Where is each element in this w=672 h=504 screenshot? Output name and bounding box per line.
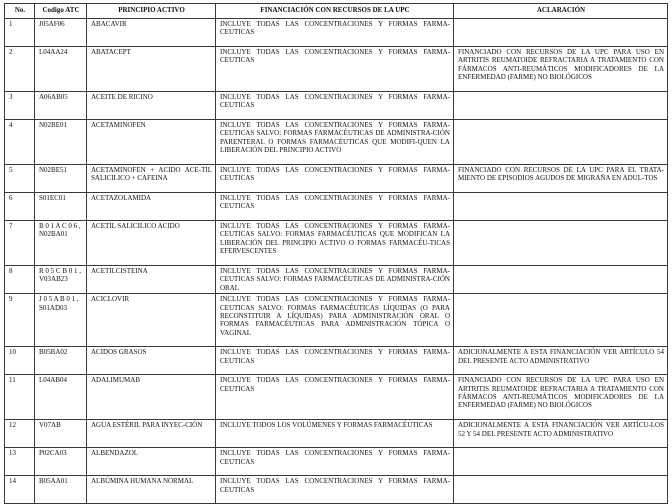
header-clarification: ACLARACIÓN <box>454 4 668 19</box>
row-clarification <box>454 266 668 294</box>
row-active-ingredient: ACICLOVIR <box>87 294 216 347</box>
table-row <box>5 47 668 92</box>
table-row <box>5 476 668 504</box>
row-atc-code: A06AB05 <box>35 92 87 120</box>
row-financing: INCLUYE TODAS LAS CONCENTRACIONES Y FORMAS FARMA-CEUTICAS <box>216 47 454 92</box>
row-atc-code: B 0 1 A C 0 6 , N02BA01 <box>35 221 87 266</box>
row-active-ingredient: ACETILCISTEINA <box>87 266 216 294</box>
row-active-ingredient: ADALIMUMAB <box>87 375 216 420</box>
row-atc-code: R 0 5 C B 0 1 , V03AB23 <box>35 266 87 294</box>
table-row <box>5 420 668 448</box>
row-active-ingredient: ALBÚMINA HUMANA NORMAL <box>87 476 216 504</box>
row-no: 5 <box>5 165 35 193</box>
row-no: 3 <box>5 92 35 120</box>
row-clarification: ADICIONALMENTE A ESTA FINANCIACIÓN VER ARTÍCU-LOS 52 Y 54 DEL PRESENTE ACTO ADMINISTRATIVO <box>454 420 668 448</box>
row-active-ingredient: ACIDOS GRASOS <box>87 347 216 375</box>
row-no: 1 <box>5 19 35 47</box>
row-clarification <box>454 221 668 266</box>
table-row <box>5 375 668 420</box>
row-clarification: FINANCIADO CON RECURSOS DE LA UPC PARA EL TRATA-MIENTO DE EPISODIOS AGUDOS DE MIGRAÑA EN ADUL-TOS <box>454 165 668 193</box>
row-active-ingredient: ALBENDAZOL <box>87 448 216 476</box>
row-financing: INCLUYE TODAS LAS CONCENTRACIONES Y FORMAS FARMA-CEUTICAS <box>216 19 454 47</box>
row-no: 14 <box>5 476 35 504</box>
row-atc-code: L04AB04 <box>35 375 87 420</box>
row-clarification: FINANCIADO CON RECURSOS DE LA UPC PARA USO EN ARTRITIS REUMATOIDE REFRACTARIA A TRATAMIENTO CON FÁRMACOS ANTI-REUMÁTICOS MODIFICADORES DE LA ENFERMEDAD (FARME) NO BIOLÓGICOS <box>454 375 668 420</box>
header-atc-code: Codigo ATC <box>35 4 87 19</box>
row-no: 9 <box>5 294 35 347</box>
row-clarification <box>454 19 668 47</box>
row-atc-code: V07AB <box>35 420 87 448</box>
row-clarification <box>454 476 668 504</box>
header-financing: FINANCIACIÓN CON RECURSOS DE LA UPC <box>216 4 454 19</box>
row-clarification <box>454 92 668 120</box>
header-no: No. <box>5 4 35 19</box>
table-row <box>5 347 668 375</box>
row-atc-code: B05AA01 <box>35 476 87 504</box>
row-clarification <box>454 193 668 221</box>
row-atc-code: S01EC01 <box>35 193 87 221</box>
row-atc-code: N02BE01 <box>35 120 87 165</box>
row-financing: INCLUYE TODAS LAS CONCENTRACIONES Y FORMAS FARMA-CEUTICAS <box>216 476 454 504</box>
row-active-ingredient: AGUA ESTÉRIL PARA INYEC-CIÓN <box>87 420 216 448</box>
table-row <box>5 193 668 221</box>
row-active-ingredient: ABATACEPT <box>87 47 216 92</box>
row-financing: INCLUYE TODAS LAS CONCENTRACIONES Y FORMAS FARMA-CEUTICAS <box>216 92 454 120</box>
row-financing: INCLUYE TODAS LAS CONCENTRACIONES Y FORMAS FARMA-CEUTICAS <box>216 375 454 420</box>
table-row <box>5 19 668 47</box>
row-atc-code: L04AA24 <box>35 47 87 92</box>
row-no: 8 <box>5 266 35 294</box>
row-no: 4 <box>5 120 35 165</box>
table-row <box>5 221 668 266</box>
medications-table <box>4 3 668 504</box>
row-clarification <box>454 294 668 347</box>
row-active-ingredient: ACETAMINOFEN + ACIDO ACE-TIL SALICILICO + CAFEINA <box>87 165 216 193</box>
row-atc-code: B05BA02 <box>35 347 87 375</box>
row-financing: INCLUYE TODAS LAS CONCENTRACIONES Y FORMAS FARMA-CEUTICAS SALVO: FORMAS FARMACÉUTICAS DE ADMINISTRA-CIÓN ORAL <box>216 266 454 294</box>
row-atc-code: J 0 5 A B 0 1 , S01AD03 <box>35 294 87 347</box>
row-no: 10 <box>5 347 35 375</box>
row-financing: INCLUYE TODAS LAS CONCENTRACIONES Y FORMAS FARMA-CEUTICAS SALVO: FORMAS FARMACÉUTICAS LÍQUIDAS (O PARA RECONSTITUIR A LÍQUIDAS) PARA ADMINISTRACIÓN ORAL O FORMAS FARMACÉUTICAS PARA ADMINISTRACIÓN TÓPICA O VAGINAL <box>216 294 454 347</box>
row-active-ingredient: ACETAZOLAMIDA <box>87 193 216 221</box>
table-row <box>5 92 668 120</box>
table-row <box>5 165 668 193</box>
header-row <box>5 4 668 19</box>
row-financing: INCLUYE TODAS LAS CONCENTRACIONES Y FORMAS FARMA-CEUTICAS SALVO: FORMAS FARMACÉUTICAS DE ADMINISTRA-CIÓN PARENTERAL O FORMAS FARMACÉUTICAS QUE MODIFI-QUEN LA LIBERACIÓN DEL PRINCIPIO ACTIVO <box>216 120 454 165</box>
row-active-ingredient: ACEITE DE RICINO <box>87 92 216 120</box>
row-financing: INCLUYE TODAS LAS CONCENTRACIONES Y FORMAS FARMA-CEUTICAS <box>216 165 454 193</box>
row-no: 12 <box>5 420 35 448</box>
row-active-ingredient: ABACAVIR <box>87 19 216 47</box>
row-no: 13 <box>5 448 35 476</box>
row-no: 7 <box>5 221 35 266</box>
row-financing: INCLUYE TODAS LAS CONCENTRACIONES Y FORMAS FARMA-CEUTICAS <box>216 448 454 476</box>
header-active-ingredient: PRINCIPIO ACTIVO <box>87 4 216 19</box>
row-financing: INCLUYE TODAS LAS CONCENTRACIONES Y FORMAS FARMA-CEUTICAS SALVO: FORMAS FARMACÉUTICAS QUE MODIFICAN LA LIBERACIÓN DEL PRINCIPIO ACTIVO O FORMAS FARMACÉU-TICAS EFERVESCENTES <box>216 221 454 266</box>
row-active-ingredient: ACETIL SALICILICO ACIDO <box>87 221 216 266</box>
row-no: 2 <box>5 47 35 92</box>
table-row <box>5 120 668 165</box>
row-financing: INCLUYE TODOS LOS VOLÚMENES Y FORMAS FARMACÉUTICAS <box>216 420 454 448</box>
row-atc-code: N02BE51 <box>35 165 87 193</box>
table-row <box>5 266 668 294</box>
row-financing: INCLUYE TODAS LAS CONCENTRACIONES Y FORMAS FARMA-CEUTICAS <box>216 193 454 221</box>
row-no: 6 <box>5 193 35 221</box>
row-clarification: ADICIONALMENTE A ESTA FINANCIACIÓN VER ARTÍCULO 54 DEL PRESENTE ACTO ADMINISTRATIVO <box>454 347 668 375</box>
row-clarification <box>454 120 668 165</box>
row-clarification: FINANCIADO CON RECURSOS DE LA UPC PARA USO EN ARTRITIS REUMATOIDE REFRACTARIA A TRATAMIENTO CON FÁRMACOS ANTI-REUMÁTICOS MODIFICADORES DE LA ENFERMEDAD (FARME) NO BIOLÓGICOS <box>454 47 668 92</box>
row-active-ingredient: ACETAMINOFEN <box>87 120 216 165</box>
row-financing: INCLUYE TODAS LAS CONCENTRACIONES Y FORMAS FARMA-CEUTICAS <box>216 347 454 375</box>
row-no: 11 <box>5 375 35 420</box>
row-atc-code: J05AF06 <box>35 19 87 47</box>
row-atc-code: P02CA03 <box>35 448 87 476</box>
table-row <box>5 294 668 347</box>
